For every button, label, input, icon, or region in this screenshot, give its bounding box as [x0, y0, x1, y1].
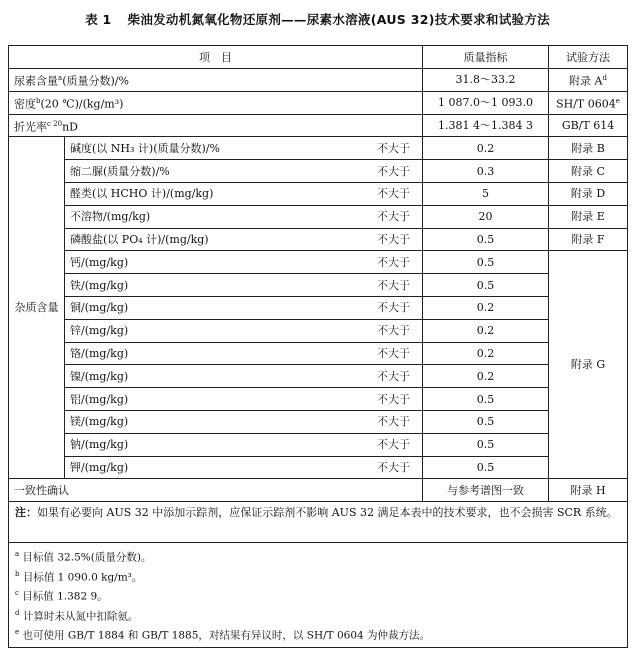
impurity-name: 缩二脲(质量分数)/%: [65, 160, 363, 183]
spec-value: 0.2: [423, 137, 549, 160]
limit-label: 不大于: [363, 274, 423, 297]
property-label: 折光率$^{c 20}$nD: [9, 114, 423, 137]
footnote: [15, 585, 621, 605]
impurity-name: 钠/(mg/kg): [65, 433, 363, 456]
footnote: [15, 624, 621, 644]
limit-label: 不大于: [363, 228, 423, 251]
limit-label: 不大于: [363, 410, 423, 433]
spec-value: 0.2: [423, 296, 549, 319]
limit-label: 不大于: [363, 160, 423, 183]
footnote-text: 也可使用 GB/T 1884 和 GB/T 1885，对结果有异议时，以 SH/T 0604 为仲裁方法。: [22, 629, 431, 642]
header-item: 项 目: [9, 46, 423, 69]
impurity-name: 不溶物/(mg/kg): [65, 205, 363, 228]
table-number: 表 1: [85, 12, 112, 27]
footnote-text: 计算时未从氮中扣除氨。: [22, 610, 139, 623]
footnote-text: 目标值 32.5%(质量分数)。: [22, 551, 152, 564]
spec-value: 0.5: [423, 274, 549, 297]
impurity-row: [9, 228, 628, 251]
limit-label: 不大于: [363, 456, 423, 479]
impurity-name: 铬/(mg/kg): [65, 342, 363, 365]
note-prefix: 注：: [15, 506, 37, 520]
limit-label: 不大于: [363, 433, 423, 456]
limit-label: 不大于: [363, 319, 423, 342]
limit-label: 不大于: [363, 137, 423, 160]
limit-label: 不大于: [363, 365, 423, 388]
limit-label: 不大于: [363, 342, 423, 365]
footnote: [15, 566, 621, 586]
test-method: 附录 D: [549, 182, 628, 205]
impurity-row: [9, 274, 628, 297]
footnote-mark: b: [15, 569, 20, 578]
impurity-name: 钾/(mg/kg): [65, 456, 363, 479]
footnote-mark: a: [15, 550, 20, 559]
impurity-group-label: 杂质含量: [9, 137, 65, 479]
spec-value: 0.2: [423, 365, 549, 388]
spec-row: [9, 114, 628, 137]
spec-value: 0.5: [423, 251, 549, 274]
footnotes-cell: [9, 543, 628, 648]
limit-label: 不大于: [363, 296, 423, 319]
impurity-row: [9, 433, 628, 456]
spec-value: 0.5: [423, 388, 549, 411]
limit-label: 不大于: [363, 182, 423, 205]
spec-value: 1.381 4～1.384 3: [423, 114, 549, 137]
spec-value: 0.2: [423, 319, 549, 342]
footnote: [15, 605, 621, 625]
property-label: 密度$^b$(20 ℃)/(kg/m³): [9, 91, 423, 114]
test-method: 附录 $A^d$: [549, 69, 628, 92]
footnote-ref: a: [58, 74, 63, 83]
spec-value: 20: [423, 205, 549, 228]
table-title: 柴油发动机氮氧化物还原剂——尿素水溶液(AUS 32)技术要求和试验方法: [127, 12, 550, 27]
spec-value: 5: [423, 182, 549, 205]
impurity-row: [9, 319, 628, 342]
note-row: [9, 502, 628, 543]
test-method: 附录 F: [549, 228, 628, 251]
impurity-row: [9, 456, 628, 479]
footnote-ref: b: [36, 96, 41, 105]
impurity-name: 锌/(mg/kg): [65, 319, 363, 342]
impurity-name: 铜/(mg/kg): [65, 296, 363, 319]
test-method: SH/T 0604e: [549, 91, 628, 114]
impurity-row: [9, 388, 628, 411]
consistency-method: 附录 H: [549, 479, 628, 502]
limit-label: 不大于: [363, 251, 423, 274]
footnote-ref: d: [602, 74, 607, 83]
impurity-row: [9, 342, 628, 365]
note-cell: [9, 502, 628, 543]
impurity-row: [9, 251, 628, 274]
impurity-row: [9, 182, 628, 205]
footnote-ref: e: [615, 96, 620, 105]
spec-table: [8, 45, 628, 648]
spec-value: 0.2: [423, 342, 549, 365]
property-label: 尿素含量$^a$(质量分数)/%: [9, 69, 423, 92]
header-spec: 质量指标: [423, 46, 549, 69]
test-method: 附录 C: [549, 160, 628, 183]
impurity-name: 钙/(mg/kg): [65, 251, 363, 274]
impurity-name: 醛类(以 HCHO 计)/(mg/kg): [65, 182, 363, 205]
footnote-text: 目标值 1.382 9。: [22, 590, 108, 603]
limit-label: 不大于: [363, 388, 423, 411]
spec-row: [9, 91, 628, 114]
note-text: 如果有必要向 AUS 32 中添加示踪剂，应保证示踪剂不影响 AUS 32 满足本表中的技术要求，也不会损害 SCR 系统。: [37, 506, 618, 520]
spec-value: 1 087.0～1 093.0: [423, 91, 549, 114]
impurity-name: 镍/(mg/kg): [65, 365, 363, 388]
footnote-mark: c: [15, 589, 19, 598]
metals-test-method: 附录 G: [549, 251, 628, 479]
spec-value: 0.5: [423, 433, 549, 456]
spec-value: 0.5: [423, 456, 549, 479]
consistency-label: 一致性确认: [9, 479, 423, 502]
spec-value: 0.5: [423, 410, 549, 433]
limit-label: 不大于: [363, 205, 423, 228]
impurity-name: 磷酸盐(以 PO₄ 计)/(mg/kg): [65, 228, 363, 251]
impurity-name: 镁/(mg/kg): [65, 410, 363, 433]
spec-value: 31.8～33.2: [423, 69, 549, 92]
test-method: 附录 E: [549, 205, 628, 228]
table-caption: [0, 10, 635, 28]
footnote: [15, 546, 621, 566]
consistency-spec: 与参考谱图一致: [423, 479, 549, 502]
footnote-ref: c 20: [47, 119, 63, 128]
footnote-mark: e: [15, 628, 20, 637]
spec-row: [9, 69, 628, 92]
impurity-row: [9, 296, 628, 319]
footnote-mark: d: [15, 608, 20, 617]
impurity-row: [9, 365, 628, 388]
impurity-row: [9, 205, 628, 228]
impurity-row: [9, 160, 628, 183]
impurity-name: 铁/(mg/kg): [65, 274, 363, 297]
test-method: 附录 B: [549, 137, 628, 160]
consistency-row: [9, 479, 628, 502]
footnotes-row: [9, 543, 628, 648]
footnote-text: 目标值 1 090.0 kg/m³。: [22, 571, 143, 584]
impurity-name: 铝/(mg/kg): [65, 388, 363, 411]
header-method: 试验方法: [549, 46, 628, 69]
impurity-row: [9, 137, 628, 160]
impurity-row: [9, 410, 628, 433]
test-method: GB/T 614: [549, 114, 628, 137]
spec-value: 0.3: [423, 160, 549, 183]
impurity-name: 碱度(以 NH₃ 计)(质量分数)/%: [65, 137, 363, 160]
spec-value: 0.5: [423, 228, 549, 251]
header-row: [9, 46, 628, 69]
